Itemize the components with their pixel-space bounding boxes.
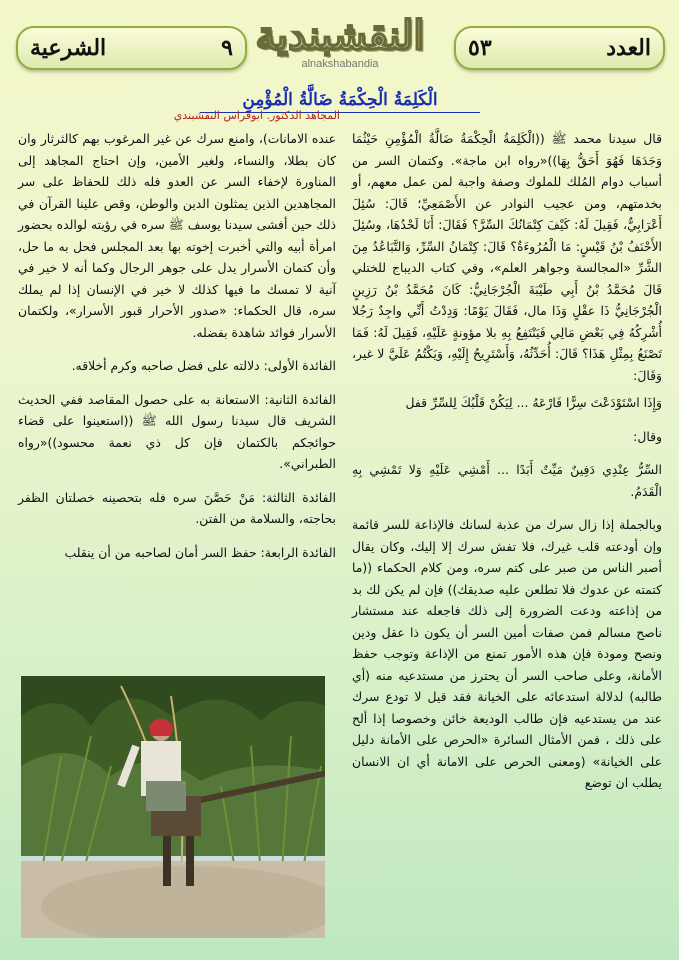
paragraph: وبالجملة إذا زال سرك من عذبة لسانك فالإذاعة للسر قائمة وإن أودعته قلب غيرك، فلا تفش سرك إلا إليك، وكان يقال أصبر الناس من صبر على كتم سره، ومن كلام الحكماء ((ما كتمته عن عدوك فلا تطلعن عليه صديقك)) فإن لم يكن لك بد من إذاعته ودعت الضرورة إلى ذلك فاجعله عند مستشار ناصح مسالم فمن صفات أمين السر أن يكون ذا عقل ودين ونصح ومودة فإن هذه الأمور تمنع من الإذاعة وتوجب حفظ الأمانة، وعلى صاحب السر أن يحترز من مستدعيه منه (أي طالبه) لدلالة استدعائه على الخيانة فقد قيل لا تودع سرك عند من يستدعيه فإن طالب الوديعة خائن وخصوصا إذا ألح على ذلك ، فمن الأمثال السائرة «الحرص على الأمانة دليل على الخيانة» (ومعنى الحرص على الامانة أي ان الانسان يطلب ان توضع xyxy=(352,517,662,790)
benefit-2: الفائدة الثانية: الاستعانة به على حصول المقاصد ففي الحديث الشريف قال سيدنا رسول الله ﷺ ((استعينوا على قضاء حوائجكم بالكتمان فإن كل ذي نعمة محسود))«رواه الطبراني». xyxy=(18,391,336,471)
paragraph: عنده الامانات)، وامنع سرك عن غير المرغوب بهم كالثرثار وان كان بطلا، والنساء، ولغير الأمين، وإن احتاج المجاهد إلى المناورة لإخفاء السر عن العدو فله ذلك للحفاظ على سر المجاهدين الذين يمثلون الدين والوطن، وقص علينا القرآن في ذلك حين أفشى سيدنا يوسف ﷺ سره في رؤيته لوالده بحضور امرأة أبيه والتي أخبرت إخوته بها بعد المجلس فحل به ما حل، وأن كتمان الأسرار يدل على جوهر الرجال وكما أنه لا خير في آنية لا تمسك ما فيها كذلك لا خير في الإنسان إذا لم يملك سره، قال الحكماء: «صدور الأحرار قبور الأسرار»، ولكتمان الأسرار فوائد شاهدة بفضله. xyxy=(18,131,336,340)
paragraph: قال سيدنا محمد ﷺ ((الْكَلِمَةُ الْحِكْمَةُ ضَالَّةُ الْمُؤْمِنِ حَيْثُمَا وَجَدَهَا فَهُوَ أَحَقُّ بِهَا))«رواه ابن ماجة». وكتمان السر من أسباب دوام المُلك للملوك وصفة واجبة لمن عمل معهم، أو بخدمتهم، ومن عجيب النوادر عن الأَصْمَعِيِّ؛ قَالَ: سُئِلَ أَعْرَابِيٌّ، فَقِيلَ لَهُ: كَيْفَ كِتْمَانُكَ السِّرَّ؟ فَقَالَ: أَنَا لَحْدُهَا، وسُئِلَ الأَحْنَفُ بْنُ قَيْسٍ: مَا الْمُرُوءَةُ؟ قَالَ: كِتْمَانُ السِّرِّ، وَالتَّبَاعُدُ مِنَ الشَّرِّ «المجالسة وجواهر العلم»، وفي كتاب الديباج للختلي قَالَ مُحَمَّدُ بْنُ أَبِي طَيْبَةَ الْجُرْجَانِيُّ: كَانَ مُحَمَّدُ بْنُ رَزِينٍ الْجُرْجَانِيُّ ذَا عقْلٍ وَذَا مال، فَقَالَ يَوْمًا: وَدِدْتُ أَنِّي واجِدٌ رَجُلا أُشْرِكُهُ فِي بَعْضِ مَالِي فَيَنْتَفِعُ بِهِ بلا مؤونةٍ عَلَيْهِ، فَقِيلَ لَهُ: فَمَا تَصْنَعُ بِمِثْلِ هَذَا؟ قَالَ: أُحَدِّثُهُ، وَأَسْتَرِيحُ إِلَيْهِ، وَيَكْتُمُ عَلَيَّ لا غير، وَقَالَ: xyxy=(352,131,662,383)
left-column xyxy=(18,128,336,569)
article-photo xyxy=(21,676,325,938)
section-label: الشرعية xyxy=(30,35,107,61)
verse-line: وَإِذَا اسْتَوْدَعْتَ سِرًّا فَارْعَهُ ... لِيَكُنْ قَلْبُكَ لِلسِّرِّ قفل xyxy=(405,395,662,410)
benefit-3: الفائدة الثالثة: مَنْ حَصَّنَ سره فله بتحصينه خصلتان الظفر بحاجته، والسلامة من الفتن. xyxy=(18,489,336,526)
page-number: ٩ xyxy=(221,35,233,61)
right-column xyxy=(352,128,662,800)
section-banner xyxy=(16,26,247,70)
magazine-logo xyxy=(245,10,435,88)
issue-number: ٥٣ xyxy=(468,35,492,61)
article-title: الْكَلِمَةُ الْحِكْمَةُ ضَالَّةُ الْمُؤْمِنِ xyxy=(200,90,480,113)
issue-label: العدد xyxy=(606,35,651,61)
benefit-4: الفائدة الرابعة: حفظ السر أمان لصاحبه من أن ينقلب xyxy=(64,544,336,560)
paragraph: وقال: xyxy=(633,428,662,444)
issue-banner xyxy=(454,26,665,70)
article-author: المجاهد الدكتور. ابوفراس النقشبندي xyxy=(173,109,340,122)
logo-subtitle: alnakshabandia xyxy=(301,58,379,70)
benefit-1: الفائدة الأولى: دلالته على فضل صاحبه وكرم أخلاقه. xyxy=(71,358,336,373)
verse-line: السِّرُّ عِنْدِي دَفِينٌ مَيِّتٌ أَبَدًا ... أَمْشِي عَلَيْهِ وَلا تَمْشِي بِهِ الْقَدَمُ. xyxy=(352,462,662,499)
photo-illustration xyxy=(21,676,325,938)
logo-text: النقشبندية xyxy=(255,12,425,59)
